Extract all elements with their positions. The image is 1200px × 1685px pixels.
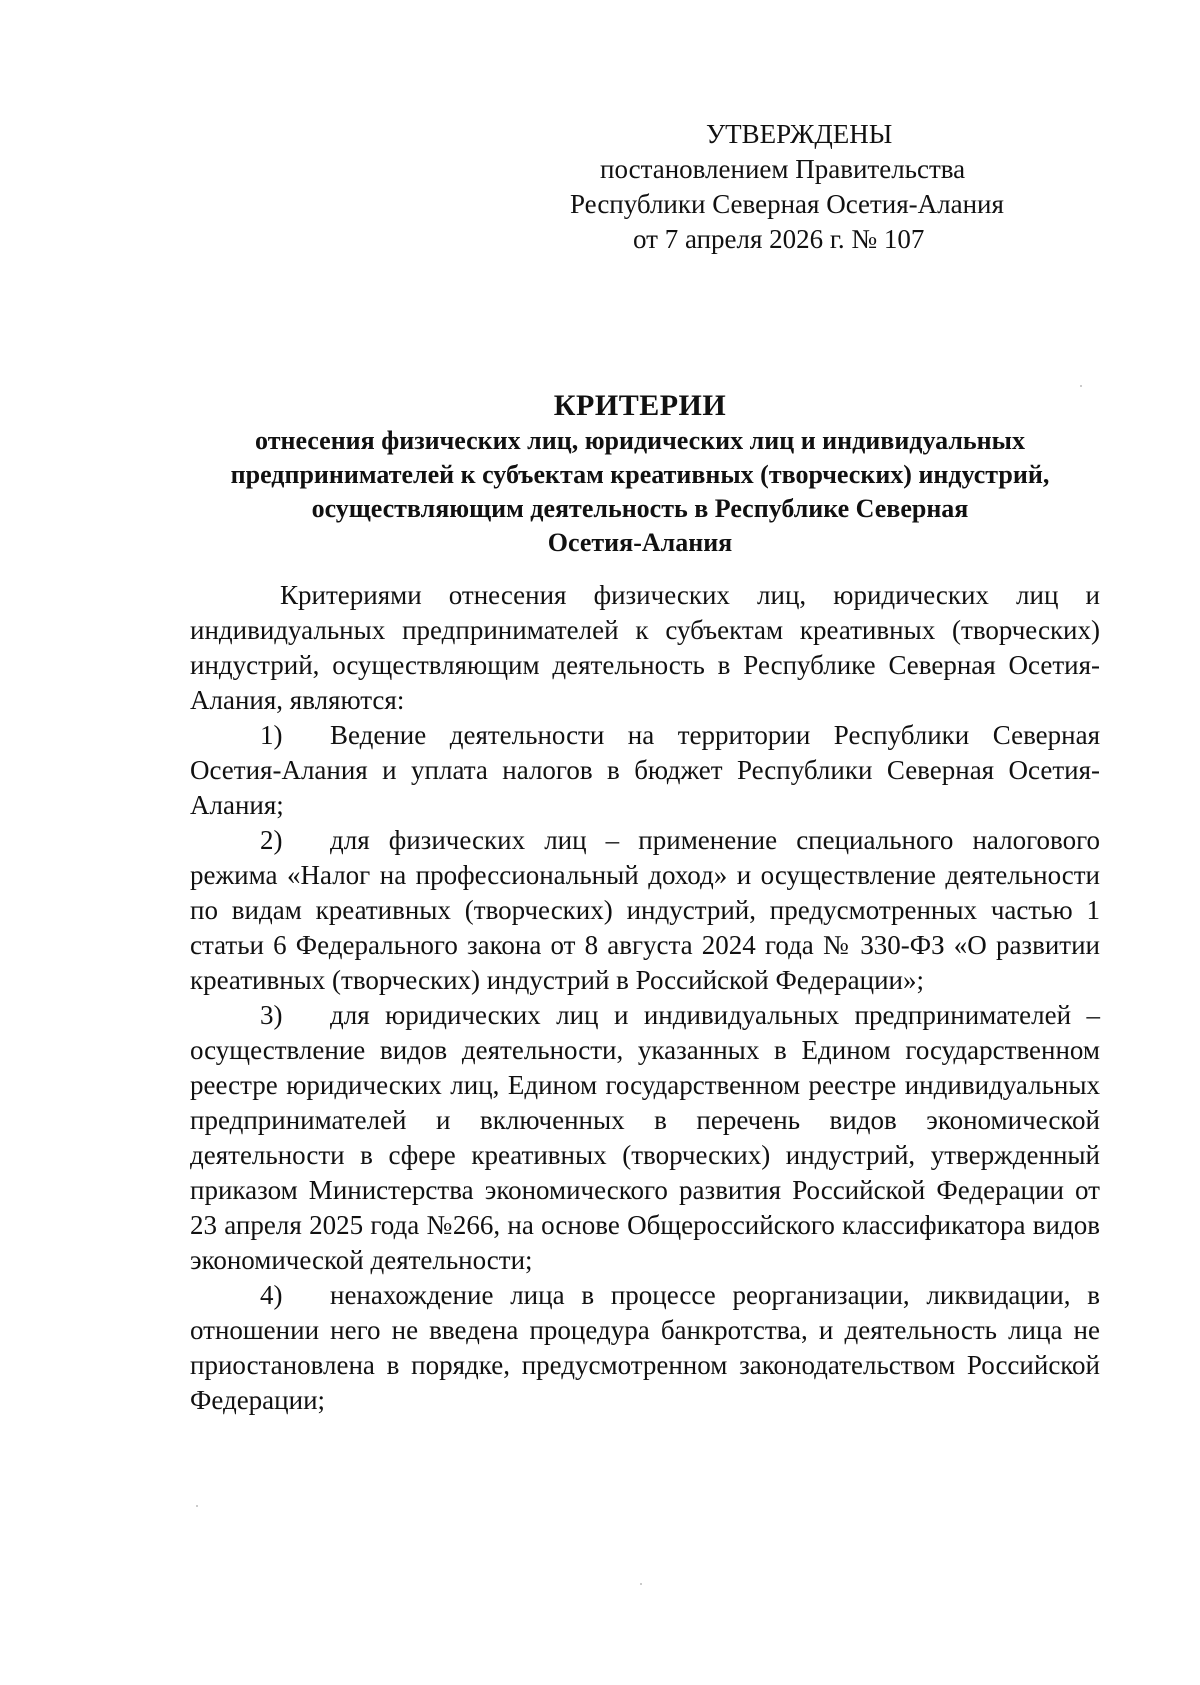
scan-speck	[1080, 385, 1082, 387]
criterion-item	[190, 718, 1100, 823]
approval-heading: УТВЕРЖДЕНЫ	[706, 119, 893, 149]
document-subtitle-line: осуществляющим деятельность в Республике Северная	[311, 494, 969, 523]
criterion-item	[190, 998, 1100, 1278]
approval-date-line: от 7 апреля 2026 г. № 107	[633, 224, 925, 254]
criterion-text: ненахождение лица в процессе реорганизации, ликвидации, в отношении него не введена процедура банкротства, и деятельность лица не приостановлена в порядке, предусмотренном законодательством Российской Федерации;	[190, 1280, 1100, 1415]
criterion-item	[190, 1278, 1100, 1418]
approval-decree-line: постановлением Правительства	[600, 154, 966, 184]
approval-government-line: Республики Северная Осетия-Алания	[570, 189, 1004, 219]
document-heading	[180, 388, 1100, 560]
criterion-number: 2)	[260, 825, 283, 855]
criterion-text: Ведение деятельности на территории Республики Северная Осетия-Алания и уплата налогов в бюджет Республики Северная Осетия-Алания;	[190, 720, 1100, 820]
document-title: КРИТЕРИИ	[553, 389, 727, 422]
criterion-item	[190, 823, 1100, 998]
criterion-number: 1)	[260, 720, 283, 750]
criterion-text: для юридических лиц и индивидуальных предпринимателей – осуществление видов деятельности, указанных в Едином государственном реестре юридических лиц, Едином государственном реестре индивидуальных предпринимателей и включенных в перечень видов экономической деятельности в сфере креативных (творческих) индустрий, утвержденный приказом Министерства экономического развития Российской Федерации от 23 апреля 2025 года №266, на основе Общероссийского классификатора видов экономической деятельности;	[190, 1000, 1100, 1275]
scan-speck	[196, 1505, 198, 1507]
approval-stamp	[570, 117, 1160, 257]
criterion-text: для физических лиц – применение специального налогового режима «Налог на профессиональный доход» и осуществление деятельности по видам креативных (творческих) индустрий, предусмотренных частью 1 статьи 6 Федерального закона от 8 августа 2024 года № 330-ФЗ «О развитии креативных (творческих) индустрий в Российской Федерации»;	[190, 825, 1100, 995]
criterion-number: 4)	[260, 1280, 283, 1310]
intro-paragraph: Критериями отнесения физических лиц, юридических лиц и индивидуальных предпринимателей к субъектам креативных (творческих) индустрий, осуществляющим деятельность в Республике Северная Осетия-Алания, являются:	[190, 580, 1100, 715]
document-subtitle-line: отнесения физических лиц, юридических лиц и индивидуальных	[255, 426, 1025, 455]
scan-speck	[640, 1583, 642, 1585]
criterion-number: 3)	[260, 1000, 283, 1030]
document-body	[190, 578, 1100, 1418]
document-subtitle-line: Осетия-Алания	[547, 528, 733, 557]
document-subtitle-line: предпринимателей к субъектам креативных (творческих) индустрий,	[230, 460, 1050, 489]
